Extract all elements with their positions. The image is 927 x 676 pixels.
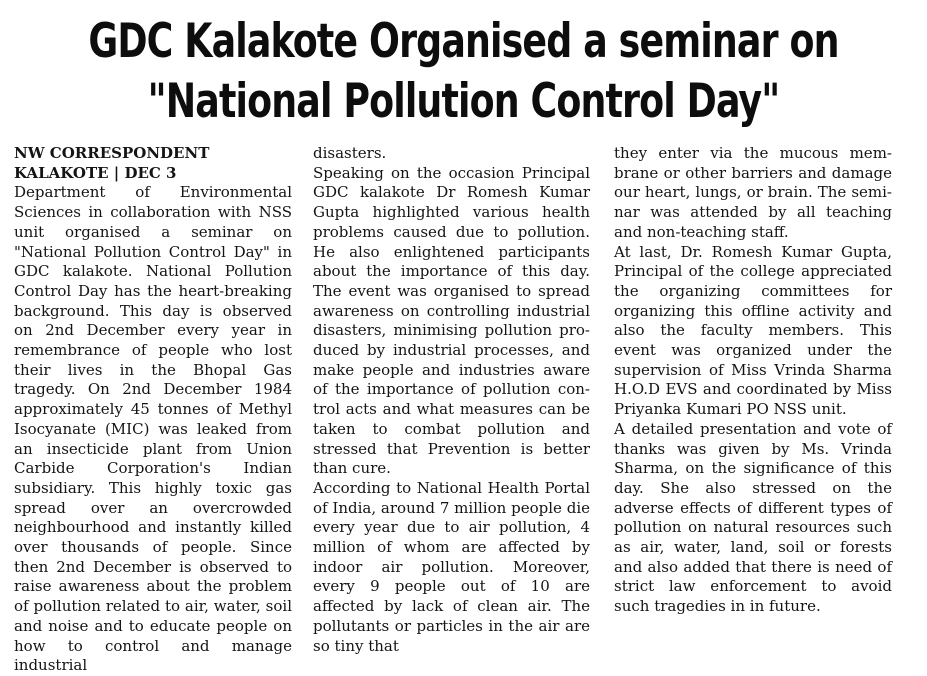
article-paragraph: they enter via the mucous membrane or other barriers and damage our heart, lungs, or brain. The seminar was attended by all teaching and non-teaching staff.: [614, 144, 892, 241]
article-paragraph: Speaking on the occasion Principal GDC kalakote Dr Romesh Kumar Gupta highlighted various health problems caused due to pollution. He also enlightened participants about the importance of this day. The event was organised to spread awareness on controlling industrial disasters, minimising pollution produced by industrial processes, and make people and industries aware of the importance of pollution control acts and what measures can be taken to combat pollution and stressed that Prevention is better than cure.: [313, 163, 590, 478]
article-column-3: [614, 144, 892, 617]
article-paragraph: disasters.: [313, 144, 387, 162]
article-column-1: [14, 144, 292, 676]
article-paragraph: A detailed presentation and vote of thanks was given by Ms. Vrinda Sharma, on the significance of this day. She also stressed on the adverse effects of different types of pollution on natural resources such as air, water, land, soil or forests and also added that there is need of strict law enforcement to avoid such tragedies in in future.: [614, 419, 892, 616]
headline-line-1: GDC Kalakote Organised a seminar on: [88, 14, 839, 69]
headline: [0, 12, 927, 132]
headline-line-2: "National Pollution Control Day": [147, 74, 780, 129]
byline-author: NW CORRESPONDENT: [14, 144, 210, 162]
byline-dateline: KALAKOTE | DEC 3: [14, 163, 177, 182]
article-paragraph: Department of Environmental Sciences in collaboration with NSS unit organised a seminar on "National Pollution Control Day" in GDC kalakote. National Pollution Control Day has the heart-breaking background. This day is observed on 2nd December every year in remembrance of people who lost their lives in the Bhopal Gas tragedy. On 2nd December 1984 approximately 45 tonnes of Methyl Isocyanate (MIC) was leaked from an insecticide plant from Union Carbide Corporation's Indian subsidiary. This highly toxic gas spread over an overcrowded neighbourhood and instantly killed over thousands of people. Since then 2nd December is observed to raise awareness about the problem of pollution related to air, water, soil and noise and to educate people on how to control and manage industrial: [14, 183, 292, 675]
article-paragraph: At last, Dr. Romesh Kumar Gupta, Principal of the college appreciated the organizing committees for organizing this offline activity and also the faculty members. This event was organized under the supervision of Miss Vrinda Sharma H.O.D EVS and coordinated by Miss Priyanka Kumari PO NSS unit.: [614, 242, 892, 419]
article-paragraph: According to National Health Portal of India, around 7 million people die every year due to air pollution, 4 million of whom are affected by indoor air pollution. Moreover, every 9 people out of 10 are affected by lack of clean air. The pollutants or particles in the air are so tiny that: [313, 478, 590, 655]
article-column-2: [313, 144, 590, 656]
